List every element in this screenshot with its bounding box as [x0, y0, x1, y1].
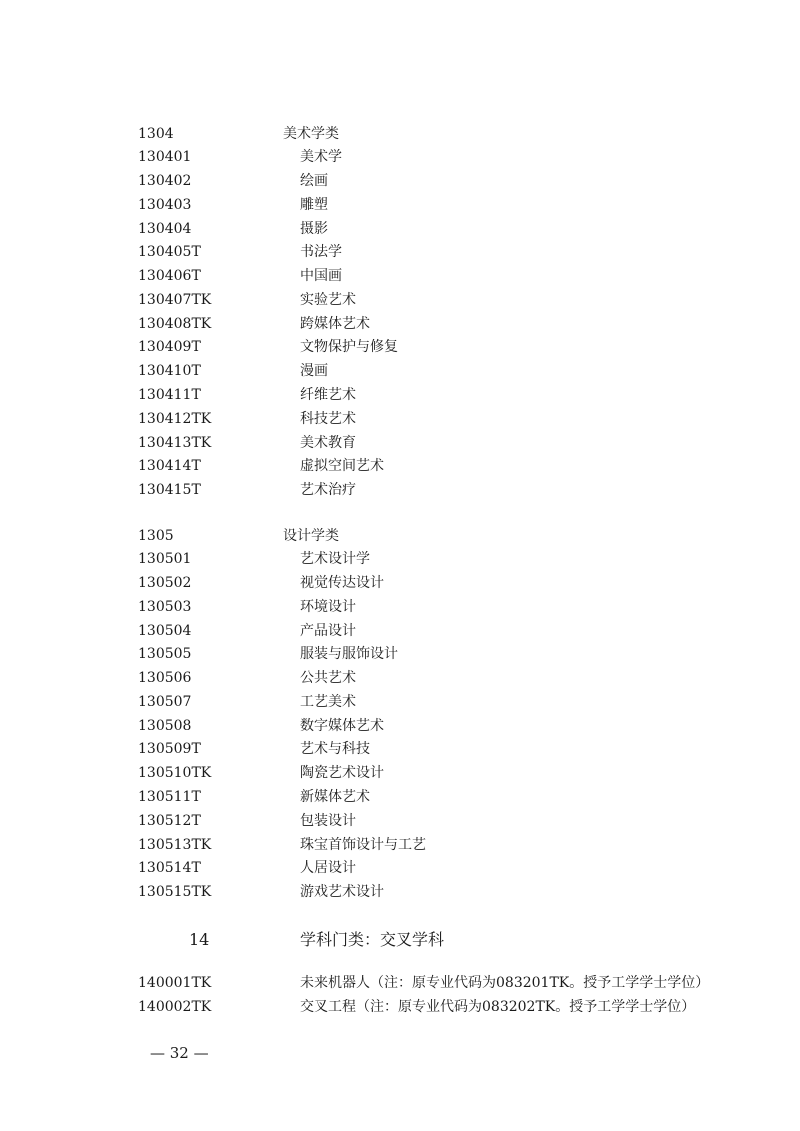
major-name: 绘画	[300, 173, 328, 189]
section-name: 学科门类：交叉学科	[300, 930, 445, 949]
major-code: 130403	[138, 197, 192, 213]
major-name: 包装设计	[300, 813, 356, 829]
major-code: 130515TK	[138, 884, 212, 900]
major-name: 雕塑	[300, 197, 328, 213]
major-row	[0, 715, 800, 737]
major-row	[0, 479, 800, 501]
major-name: 陶瓷艺术设计	[300, 765, 384, 781]
major-row	[0, 762, 800, 784]
major-row	[0, 857, 800, 879]
major-code: 130413TK	[138, 435, 212, 451]
major-row	[0, 548, 800, 570]
major-code: 130503	[138, 599, 192, 615]
major-code: 130404	[138, 221, 192, 237]
major-row	[0, 289, 800, 311]
major-name: 环境设计	[300, 599, 356, 615]
major-name: 未来机器人（注：原专业代码为083201TK。授予工学学士学位）	[300, 975, 710, 991]
major-row	[0, 667, 800, 689]
section-code: 14	[189, 930, 210, 949]
category-code: 1305	[138, 528, 174, 544]
major-code: 130509T	[138, 741, 201, 757]
major-code: 130401	[138, 149, 192, 165]
major-name: 工艺美术	[300, 694, 356, 710]
major-code: 130506	[138, 670, 192, 686]
major-name: 珠宝首饰设计与工艺	[300, 837, 426, 853]
major-name: 交叉工程（注：原专业代码为083202TK。授予工学学士学位）	[300, 999, 696, 1015]
major-row	[0, 170, 800, 192]
major-row	[0, 572, 800, 594]
major-row	[0, 455, 800, 477]
category-row	[0, 123, 800, 145]
major-row	[0, 810, 800, 832]
major-code: 130414T	[138, 458, 201, 474]
major-row	[0, 996, 800, 1018]
major-name: 实验艺术	[300, 292, 356, 308]
major-row	[0, 972, 800, 994]
major-row	[0, 265, 800, 287]
section-heading	[0, 927, 800, 953]
major-row	[0, 738, 800, 760]
major-code: 130405T	[138, 244, 201, 260]
major-code: 130412TK	[138, 411, 212, 427]
major-code: 130510TK	[138, 765, 212, 781]
major-row	[0, 384, 800, 406]
major-row	[0, 146, 800, 168]
major-name: 漫画	[300, 363, 328, 379]
major-code: 130505	[138, 646, 192, 662]
major-name: 跨媒体艺术	[300, 316, 370, 332]
major-row	[0, 691, 800, 713]
major-name: 公共艺术	[300, 670, 356, 686]
major-row	[0, 834, 800, 856]
major-code: 140002TK	[138, 999, 212, 1015]
major-name: 中国画	[300, 268, 342, 284]
major-row	[0, 643, 800, 665]
major-row	[0, 241, 800, 263]
major-row	[0, 360, 800, 382]
major-row	[0, 596, 800, 618]
major-row	[0, 336, 800, 358]
major-code: 140001TK	[138, 975, 212, 991]
major-name: 美术教育	[300, 435, 356, 451]
major-code: 130512T	[138, 813, 201, 829]
major-row	[0, 620, 800, 642]
major-code: 130504	[138, 623, 192, 639]
major-row	[0, 432, 800, 454]
major-name: 虚拟空间艺术	[300, 458, 384, 474]
major-code: 130408TK	[138, 316, 212, 332]
major-code: 130402	[138, 173, 192, 189]
major-code: 130507	[138, 694, 192, 710]
category-name: 设计学类	[283, 528, 339, 544]
major-code: 130508	[138, 718, 192, 734]
category-name: 美术学类	[283, 126, 339, 142]
major-name: 人居设计	[300, 860, 356, 876]
major-code: 130406T	[138, 268, 201, 284]
major-code: 130415T	[138, 482, 201, 498]
major-code: 130511T	[138, 789, 201, 805]
major-name: 游戏艺术设计	[300, 884, 384, 900]
major-name: 美术学	[300, 149, 342, 165]
major-row	[0, 218, 800, 240]
major-name: 摄影	[300, 221, 328, 237]
page-number: — 32 —	[150, 1044, 209, 1062]
major-row	[0, 408, 800, 430]
major-name: 文物保护与修复	[300, 339, 398, 355]
major-code: 130513TK	[138, 837, 212, 853]
major-code: 130411T	[138, 387, 201, 403]
major-name: 新媒体艺术	[300, 789, 370, 805]
major-code: 130409T	[138, 339, 201, 355]
major-name: 艺术与科技	[300, 741, 370, 757]
major-name: 数字媒体艺术	[300, 718, 384, 734]
category-code: 1304	[138, 126, 174, 142]
major-name: 视觉传达设计	[300, 575, 384, 591]
major-code: 130501	[138, 551, 192, 567]
major-name: 书法学	[300, 244, 342, 260]
category-row	[0, 525, 800, 547]
major-name: 服装与服饰设计	[300, 646, 398, 662]
major-code: 130410T	[138, 363, 201, 379]
major-name: 艺术设计学	[300, 551, 370, 567]
major-row	[0, 313, 800, 335]
major-name: 产品设计	[300, 623, 356, 639]
major-name: 艺术治疗	[300, 482, 356, 498]
major-row	[0, 786, 800, 808]
major-name: 纤维艺术	[300, 387, 356, 403]
major-code: 130502	[138, 575, 192, 591]
major-code: 130407TK	[138, 292, 212, 308]
major-row	[0, 194, 800, 216]
major-name: 科技艺术	[300, 411, 356, 427]
major-code: 130514T	[138, 860, 201, 876]
major-row	[0, 881, 800, 903]
